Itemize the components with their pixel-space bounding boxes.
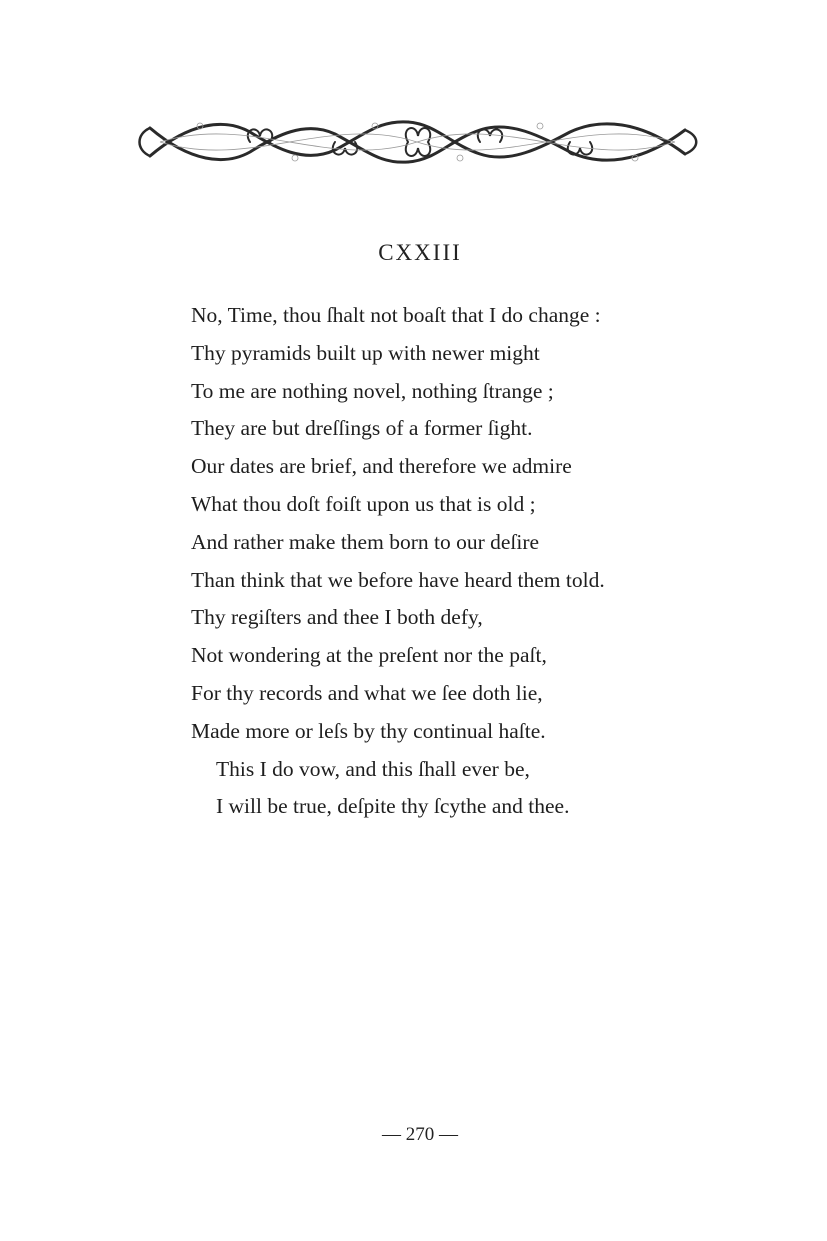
poem-line: Not wondering at the preſent nor the paſt, xyxy=(191,643,547,668)
poem-line: They are but dreſſings of a former ſight. xyxy=(191,416,533,441)
flourish-border-icon xyxy=(130,110,705,172)
poem-line: To me are nothing novel, nothing ſtrange ; xyxy=(191,378,554,403)
poem-line: For thy records and what we ſee doth lie, xyxy=(191,680,543,705)
poem-line: And rather make them born to our deſire xyxy=(191,529,540,554)
poem-line: Our dates are brief, and therefore we admire xyxy=(191,454,572,479)
poem-line: Thy regiſters and thee I both defy, xyxy=(191,605,483,630)
sonnet-number: CXXIII xyxy=(378,240,462,265)
sonnet-text xyxy=(191,297,711,826)
page-number: — 270 — xyxy=(382,1124,458,1145)
couplet-line: I will be true, deſpite thy ſcythe and thee. xyxy=(216,794,570,819)
poem-line: Made more or leſs by thy continual haſte. xyxy=(191,718,546,743)
poem-line: No, Time, thou ſhalt not boaſt that I do change : xyxy=(191,303,601,327)
couplet-line: This I do vow, and this ſhall ever be, xyxy=(216,756,530,781)
poem-line: Thy pyramids built up with newer might xyxy=(191,340,540,365)
poem-line: What thou doſt foiſt upon us that is old ; xyxy=(191,491,536,516)
poem-line: Than think that we before have heard them told. xyxy=(191,567,605,592)
